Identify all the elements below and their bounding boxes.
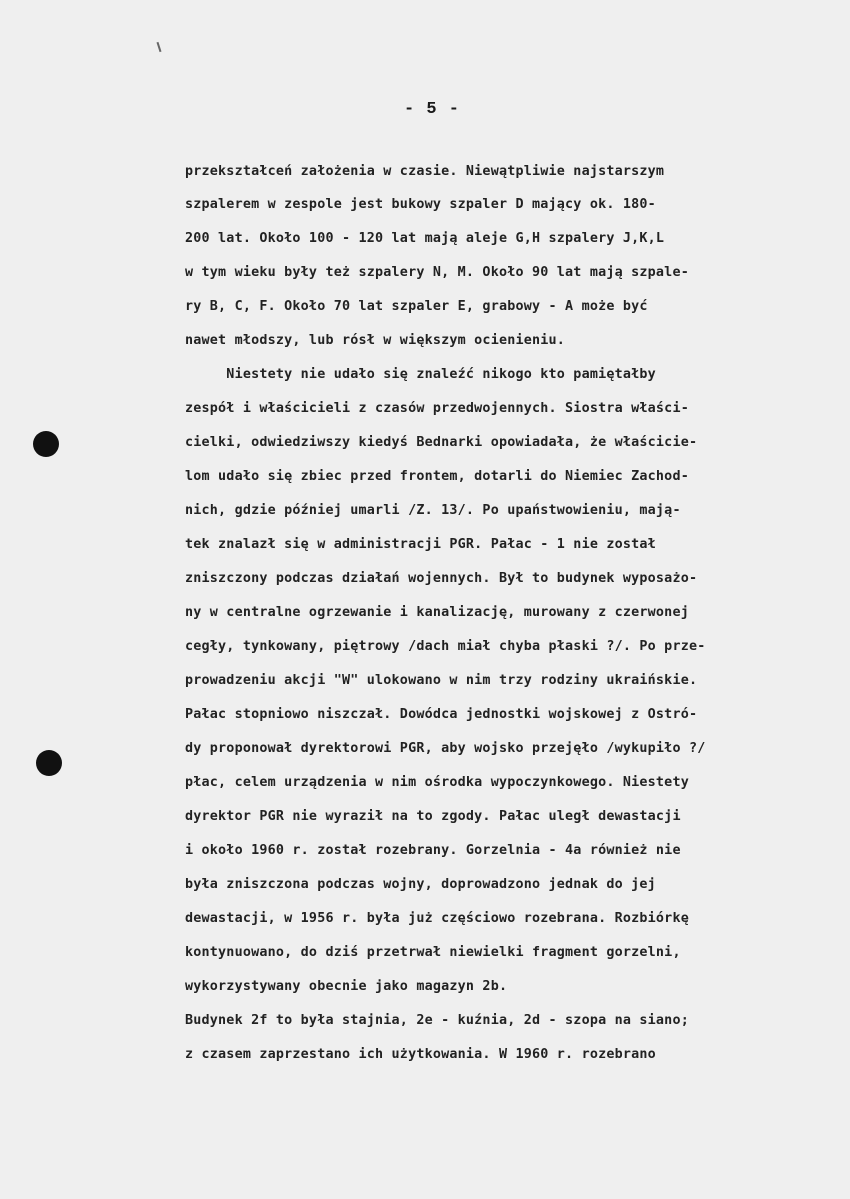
text-line: 200 lat. Około 100 - 120 lat mają aleje G,H szpalery J,K,L	[185, 231, 665, 246]
text-line: kontynuowano, do dziś przetrwał niewielki fragment gorzelni,	[185, 945, 681, 960]
punch-hole-bottom	[36, 750, 62, 776]
text-line: ry B, C, F. Około 70 lat szpaler E, grabowy - A może być	[185, 299, 648, 314]
text-line: cegły, tynkowany, piętrowy /dach miał chyba płaski ?/. Po prze-	[185, 639, 706, 654]
margin-mark	[157, 42, 162, 52]
text-line: przekształceń założenia w czasie. Niewątpliwie najstarszym	[185, 164, 665, 179]
text-line: dyrektor PGR nie wyraził na to zgody. Pałac uległ dewastacji	[185, 809, 681, 824]
text-line: płac, celem urządzenia w nim ośrodka wypoczynkowego. Niestety	[185, 775, 689, 790]
text-line: zniszczony podczas działań wojennych. Był to budynek wyposażo-	[185, 571, 698, 586]
text-line: Pałac stopniowo niszczał. Dowódca jednostki wojskowej z Ostró-	[185, 707, 698, 722]
text-line: prowadzeniu akcji "W" ulokowano w nim trzy rodziny ukraińskie.	[185, 673, 698, 688]
text-line: była zniszczona podczas wojny, doprowadzono jednak do jej	[185, 877, 656, 892]
page-number: - 5 -	[403, 100, 460, 119]
text-line: wykorzystywany obecnie jako magazyn 2b.	[185, 979, 508, 994]
punch-hole-top	[33, 431, 59, 457]
text-line: ny w centralne ogrzewanie i kanalizację, murowany z czerwonej	[185, 605, 689, 620]
text-line: dy proponował dyrektorowi PGR, aby wojsko przejęło /wykupiło ?/	[185, 741, 706, 756]
text-line: dewastacji, w 1956 r. była już częściowo rozebrana. Rozbiórkę	[185, 911, 689, 926]
text-line: szpalerem w zespole jest bukowy szpaler D mający ok. 180-	[185, 197, 656, 212]
text-line: tek znalazł się w administracji PGR. Pałac - 1 nie został	[185, 537, 656, 552]
text-line: nich, gdzie później umarli /Z. 13/. Po upaństwowieniu, mają-	[185, 503, 681, 518]
text-line: lom udało się zbiec przed frontem, dotarli do Niemiec Zachod-	[185, 469, 689, 484]
text-line: cielki, odwiedziwszy kiedyś Bednarki opowiadała, że właściciе-	[185, 435, 698, 450]
text-line: zespół i właścicieli z czasów przedwojennych. Siostra właści-	[185, 401, 689, 416]
text-line: nawet młodszy, lub rósł w większym ocienieniu.	[185, 333, 566, 348]
text-line: w tym wieku były też szpalery N, M. Około 90 lat mają szpale-	[185, 265, 689, 280]
text-line: Budynek 2f to była stajnia, 2e - kuźnia, 2d - szopa na siano;	[185, 1013, 689, 1028]
text-line: z czasem zaprzestano ich użytkowania. W 1960 r. rozebrano	[185, 1047, 656, 1062]
text-line: Niestety nie udało się znaleźć nikogo kto pamiętałby	[185, 367, 656, 382]
text-line: i około 1960 r. został rozebrany. Gorzelnia - 4a również nie	[185, 843, 681, 858]
